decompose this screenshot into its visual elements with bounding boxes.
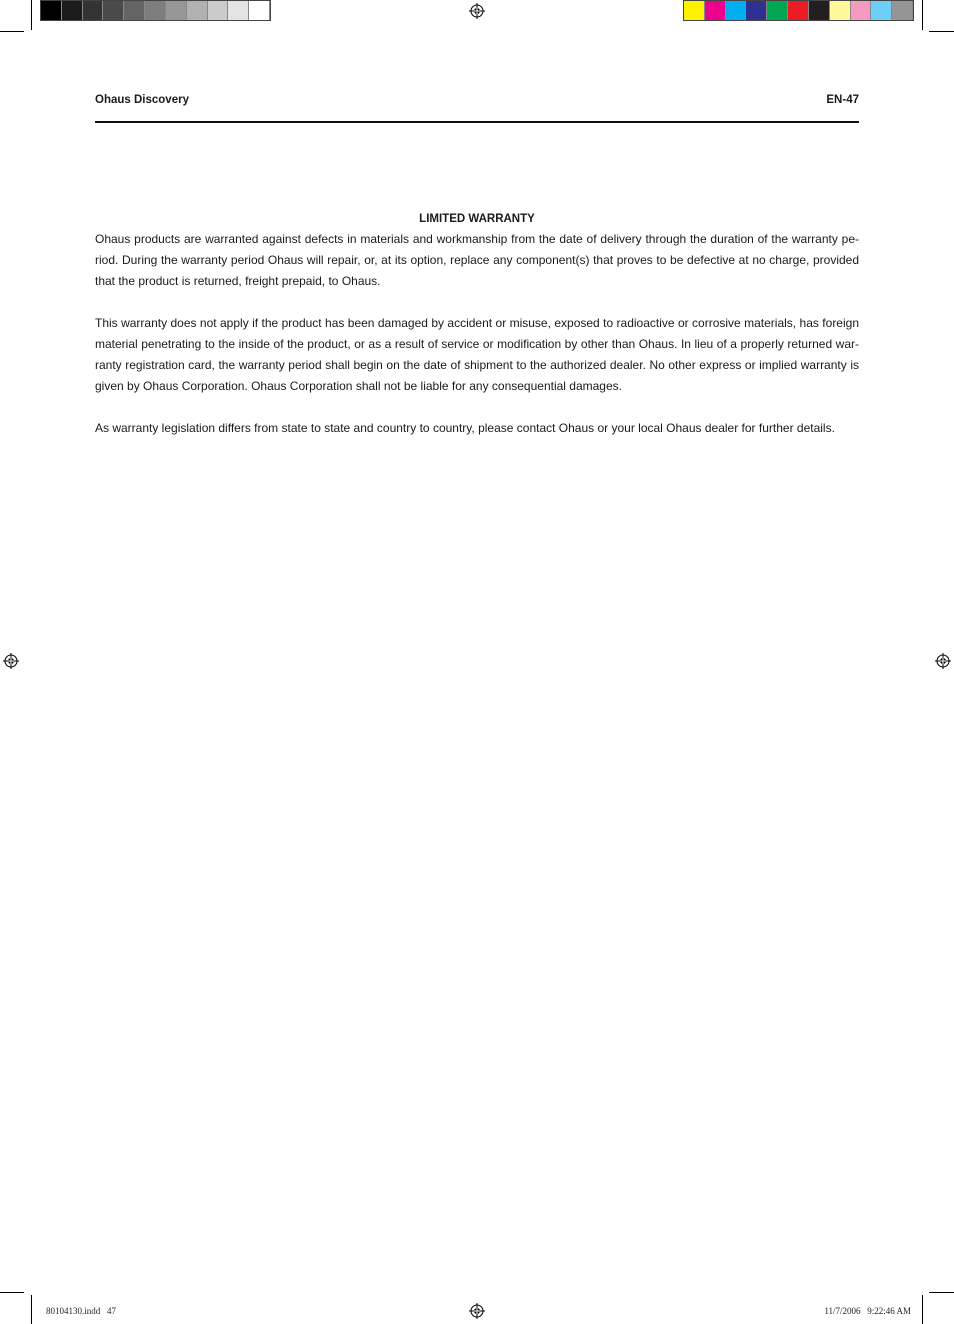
color-swatch — [124, 1, 145, 20]
color-swatch — [187, 1, 208, 20]
warranty-paragraph: Ohaus products are warranted against defects in materials and workmanship from the date of delivery through the duration of the warranty pe-riod. During the warranty period Ohaus will repair, or, at its option, replace any component(s) that proves to be defective at no charge, provided that the product is returned, freight prepaid, to Ohaus. — [95, 232, 859, 288]
color-swatch — [83, 1, 104, 20]
color-swatch — [746, 1, 767, 20]
crop-mark — [0, 31, 24, 32]
color-swatch — [166, 1, 187, 20]
color-swatch — [809, 1, 830, 20]
warranty-paragraph: As warranty legislation differs from state to state and country to country, please contact Ohaus or your local Ohaus dealer for further details. — [95, 421, 835, 435]
process-color-bar — [683, 0, 914, 21]
crop-mark — [922, 1295, 923, 1324]
registration-mark-icon — [3, 653, 19, 669]
color-swatch — [892, 1, 913, 20]
color-swatch — [684, 1, 705, 20]
grayscale-color-bar — [40, 0, 271, 21]
crop-mark — [929, 1292, 954, 1293]
running-head-title: Ohaus Discovery — [95, 94, 189, 106]
slug-timestamp: 11/7/2006 9:22:46 AM — [824, 1306, 911, 1316]
crop-mark — [31, 1295, 32, 1324]
color-swatch — [705, 1, 726, 20]
color-swatch — [249, 1, 270, 20]
color-swatch — [871, 1, 892, 20]
color-swatch — [41, 1, 62, 20]
color-swatch — [830, 1, 851, 20]
color-swatch — [726, 1, 747, 20]
color-swatch — [228, 1, 249, 20]
color-swatch — [788, 1, 809, 20]
registration-mark-icon — [469, 1303, 485, 1319]
color-swatch — [103, 1, 124, 20]
section-heading: LIMITED WARRANTY — [419, 213, 535, 225]
crop-mark — [0, 1292, 24, 1293]
warranty-paragraph: This warranty does not apply if the product has been damaged by accident or misuse, exposed to radioactive or corrosive materials, has foreign material penetrating to the inside of the product, or as a result of service or modification by other than Ohaus. In lieu of a properly returned war-ranty registration card, the warranty period shall begin on the date of shipment to the authorized dealer. No other express or implied warranty is given by Ohaus Corporation. Ohaus Corporation shall not be liable for any consequential damages. — [95, 316, 859, 393]
slug-filename: 80104130.indd 47 — [46, 1306, 117, 1316]
crop-mark — [929, 31, 954, 32]
crop-mark — [31, 0, 32, 30]
color-swatch — [145, 1, 166, 20]
color-swatch — [62, 1, 83, 20]
registration-mark-icon — [469, 3, 485, 19]
page-number: EN-47 — [826, 94, 859, 106]
registration-mark-icon — [935, 653, 951, 669]
header-rule — [95, 121, 859, 123]
limited-warranty-section — [95, 210, 859, 460]
color-swatch — [851, 1, 872, 20]
color-swatch — [208, 1, 229, 20]
crop-mark — [922, 0, 923, 30]
color-swatch — [767, 1, 788, 20]
